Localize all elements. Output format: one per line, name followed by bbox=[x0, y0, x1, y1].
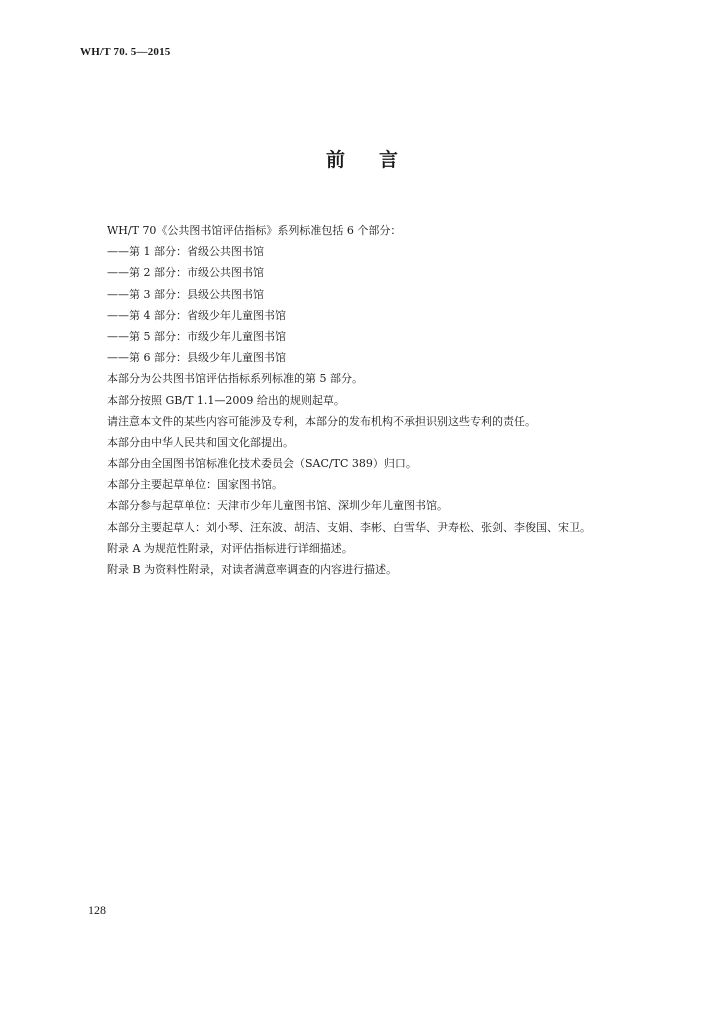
page-title-part-2: 言 bbox=[379, 149, 399, 171]
list-item-part-3: ——第 3 部分：县级公共图书馆 bbox=[107, 287, 264, 301]
paragraph-proposed-by: 本部分由中华人民共和国文化部提出。 bbox=[107, 435, 294, 449]
list-item-part-6: ——第 6 部分：县级少年儿童图书馆 bbox=[107, 351, 286, 365]
page-title-part-1: 前 bbox=[325, 149, 345, 171]
list-item-part-4: ——第 4 部分：省级少年儿童图书馆 bbox=[107, 308, 286, 322]
paragraph-main-drafters: 本部分主要起草人：刘小琴、汪东波、胡洁、支娟、李彬、白雪华、尹寿松、张剑、李俊国、宋卫。 bbox=[107, 520, 591, 534]
page-number: 128 bbox=[88, 903, 106, 917]
list-item-part-2: ——第 2 部分：市级公共图书馆 bbox=[107, 266, 264, 280]
paragraph-under-jurisdiction: 本部分由全国图书馆标准化技术委员会（SAC/TC 389）归口。 bbox=[107, 457, 417, 471]
document-code: WH/T 70. 5—2015 bbox=[80, 46, 171, 58]
paragraph-drafting-rules: 本部分按照 GB/T 1.1—2009 给出的规则起草。 bbox=[107, 393, 345, 407]
paragraph-main-drafting-unit: 本部分主要起草单位：国家图书馆。 bbox=[107, 478, 283, 492]
paragraph-patent-notice: 请注意本文件的某些内容可能涉及专利，本部分的发布机构不承担识别这些专利的责任。 bbox=[107, 414, 536, 428]
foreword-body bbox=[107, 220, 667, 580]
list-item-part-1: ——第 1 部分：省级公共图书馆 bbox=[107, 245, 264, 259]
paragraph-series-intro: WH/T 70《公共图书馆评估指标》系列标准包括 6 个部分： bbox=[107, 224, 402, 237]
page-title bbox=[0, 145, 724, 172]
paragraph-participating-units: 本部分参与起草单位：天津市少年儿童图书馆、深圳少年儿童图书馆。 bbox=[107, 499, 448, 513]
list-item-part-5: ——第 5 部分：市级少年儿童图书馆 bbox=[107, 329, 286, 343]
paragraph-appendix-a: 附录 A 为规范性附录，对评估指标进行详细描述。 bbox=[107, 541, 353, 555]
paragraph-this-part: 本部分为公共图书馆评估指标系列标准的第 5 部分。 bbox=[107, 372, 363, 386]
paragraph-appendix-b: 附录 B 为资料性附录，对读者满意率调查的内容进行描述。 bbox=[107, 563, 398, 576]
